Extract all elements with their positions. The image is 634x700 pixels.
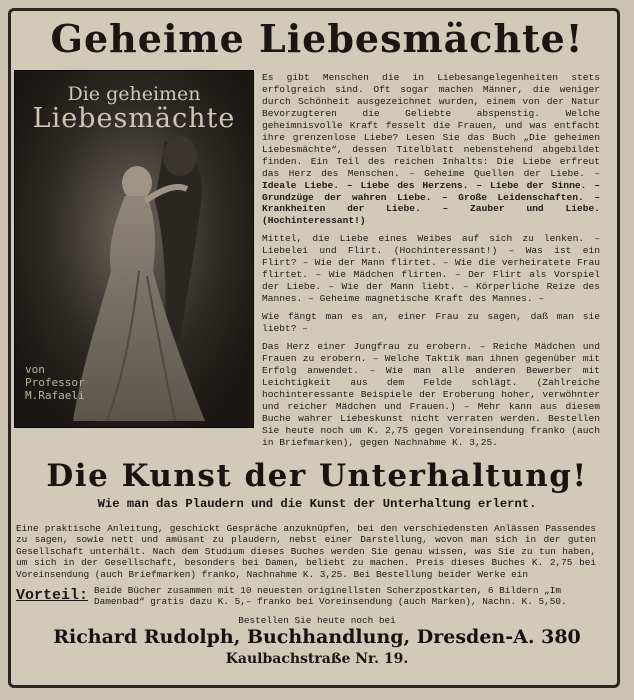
description-contents-bold: Ideale Liebe. – Liebe des Herzens. – Liebe der Sinne. – Grundzüge der wahren Liebe. – Große Leidenschaften. – Krankheiten der Liebe. – Zauber und Liebe. (Hochinteressant!) (262, 179, 600, 227)
vorteil-offer (16, 585, 596, 608)
headline: Geheime Liebesmächte! (50, 16, 584, 61)
seller-address: Kaulbachstraße Nr. 19. (225, 651, 409, 667)
second-headline: Die Kunst der Unterhaltung! (46, 458, 588, 494)
second-description: Eine praktische Anleitung, geschickt Gespräche anzuknüpfen, bei den verschiedensten Anlässen Passendes zu sagen, sowie nett und amüsant zu plaudern, nebst einer Darstellung, wovon man sich in der guten Gesellschaft unterhält. Nach dem Studium dieses Buches werden Sie genau wissen, was Sie zu tun haben, um sich in der Gesellschaft, besonders bei Damen, beliebt zu machen. Preis dieses Buches K. 2,75 bei Voreinsendung (auch Briefmarken) franko, Nachnahme K. 3,25. Bei Bestellung beider Werke ein (16, 523, 596, 580)
book-title-line2: Liebesmächte (32, 102, 236, 134)
book-cover-author (25, 363, 85, 403)
order-prompt: Bestellen Sie heute noch bei (238, 615, 396, 626)
book-title-line1: Die geheimen (67, 83, 201, 105)
seller-name: Richard Rudolph, Buchhandlung, Dresden-A. 380 (53, 626, 581, 648)
description-intro: Es gibt Menschen die in Liebesangelegenheiten stets erfolgreich sind. Oft sogar machen Männer, die weniger durch Schönheit ausgezeichnet wurden, einem von der Natur Bevorzugteren die Geliebte abspenstig. Welche geheimnisvolle Kraft fesselt die Frauen, und was entfacht ihre grenzenlose Liebe? Lesen Sie das Buch „Die geheimen Liebesmächte“, dessen Titelblatt nebenstehend abgebildet finden. Ein Teil des reichen Inhalts: Die Liebe erfreut das Herz des Menschen. – Geheime Quellen der Liebe. – (262, 72, 600, 179)
description-paragraph-2: Mittel, die Liebe eines Weibes auf sich zu lenken. – Liebelei und Flirt. (Hochinteressant!) – Was ist ein Flirt? – Wie der Mann flirtet. – Wie die verheiratete Frau flirtet. – Wie Mädchen flirten. – Der Flirt als Vorspiel der Liebe. – Wie der Mann liebt. – Körperliche Reize des Mannes. – Geheime magnetische Kraft des Mannes. – (262, 233, 600, 305)
description-paragraph-4: Das Herz einer Jungfrau zu erobern. – Reiche Mädchen und Frauen zu erobern. – Welche Taktik man ihnen gegenüber mit Erfolg anwendet. – Wie man alle anderen Bewerber mit Leichtigkeit aus dem Felde schlägt. (Zahlreiche hochinteressante Beispiele der Eroberung hoher, verwöhnter und reicher Mädchen und Frauen.) – Mehr kann aus diesem Buche wahrer Liebeskunst nicht verraten werden. Bestellen Sie heute noch um K. 2,75 gegen Voreinsendung franko (auch in Briefmarken), gegen Nachnahme K. 3,25. (262, 341, 600, 448)
description-paragraph-1 (262, 72, 600, 227)
vorteil-label: Vorteil: (16, 587, 89, 604)
second-subtitle: Wie man das Plaudern und die Kunst der Unterhaltung erlernt. (97, 497, 537, 511)
vorteil-text: Beide Bücher zusammen mit 10 neuesten originellsten Scherzpostkarten, 6 Bildern „Im Damenbad“ gratis dazu K. 5,– franko bei Voreinsendung (auch Marken), Nachn. K. 5,50. (94, 585, 567, 608)
book-author-line1: von (25, 363, 45, 376)
book-cover-title (15, 85, 253, 133)
book-cover-image (14, 70, 254, 428)
description-paragraph-3: Wie fängt man es an, einer Frau zu sagen, daß man sie liebt? – (262, 311, 600, 335)
book-author-line2: Professor (25, 376, 85, 390)
book-author-line3: M.Rafaeli (25, 389, 85, 403)
book-description (262, 72, 600, 455)
